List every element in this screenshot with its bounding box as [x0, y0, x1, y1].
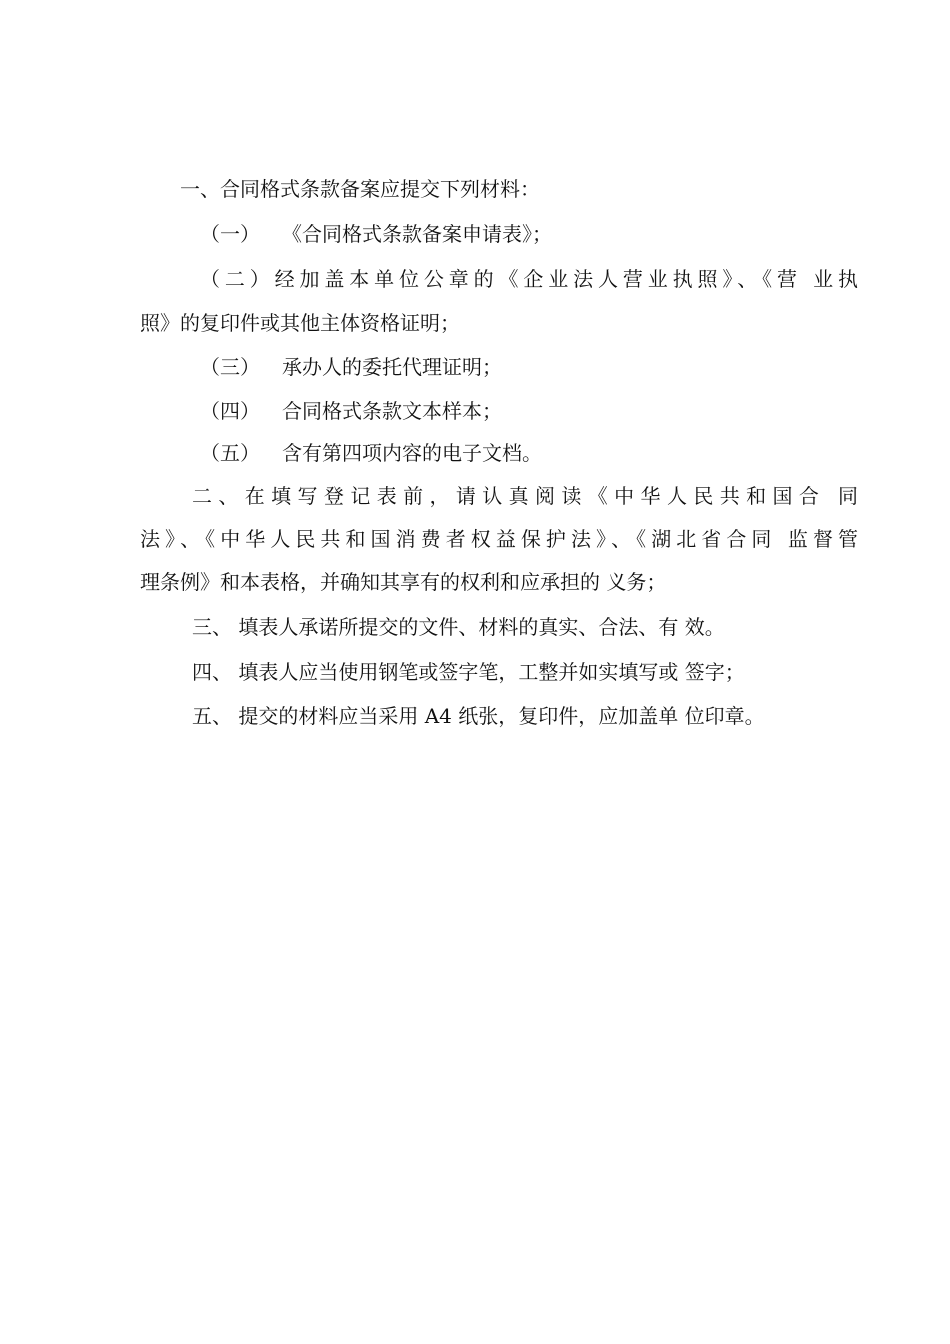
- item-number: （三）: [200, 355, 260, 379]
- item-text: 合同格式条款文本样本；: [282, 399, 502, 423]
- section1-item-2-line1: [200, 266, 858, 292]
- item-text: 《合同格式条款备案申请表》；: [282, 222, 552, 246]
- item-text: 承办人的委托代理证明；: [282, 355, 502, 379]
- item-text: 含有第四项内容的电子文档。: [282, 441, 542, 465]
- section5: 五、 提交的材料应当采用 A4 纸张，复印件，应加盖单 位印章。: [192, 704, 765, 728]
- section3: 三、 填表人承诺所提交的文件、材料的真实、合法、有 效。: [192, 615, 725, 639]
- section2-line1: 二、在填写登记表前，请认真阅读《中华人民共和国合 同: [192, 484, 858, 508]
- section1-item-2-line2: [140, 310, 860, 336]
- section1-title: 一、合同格式条款备案应提交下列材料：: [180, 177, 540, 201]
- section1-item-4: [200, 398, 920, 424]
- item-text: 照》的复印件或其他主体资格证明；: [140, 311, 460, 335]
- item-number: （二）: [200, 267, 275, 291]
- section2-line3: 理条例》和本表格，并确知其享有的权利和应承担的 义务；: [140, 570, 667, 594]
- item-number: （一）: [200, 222, 260, 246]
- item-number: （四）: [200, 399, 260, 423]
- section1-item-5: [200, 440, 920, 466]
- section1-item-1: [200, 221, 920, 247]
- section4: 四、 填表人应当使用钢笔或签字笔，工整并如实填写或 签字；: [192, 660, 745, 684]
- section1-item-3: [200, 354, 920, 380]
- item-number: （五）: [200, 441, 260, 465]
- section2-line2: 法》、《中华人民共和国消费者权益保护法》、《湖北省合同 监督管: [140, 527, 858, 551]
- item-text: 经加盖本单位公章的《企业法人营业执照》、《营 业执: [274, 267, 859, 291]
